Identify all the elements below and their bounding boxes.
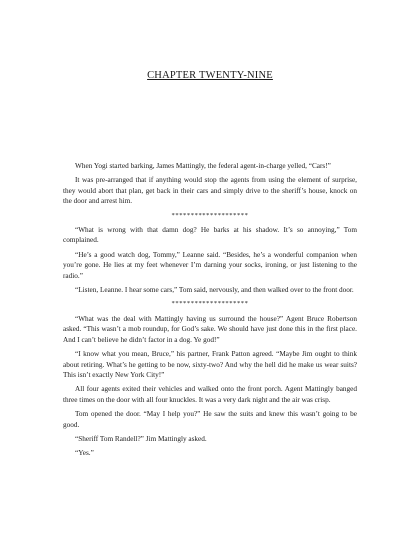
- paragraph: “He’s a good watch dog, Tommy,” Leanne said. “Besides, he’s a wonderful companion when you’re gone. He lies at my feet whenever I’m darning your socks, ironing, or just listening to the radio.”: [63, 250, 357, 280]
- paragraph: When Yogi started barking, James Mattingly, the federal agent-in-charge yelled, “Cars!”: [75, 162, 331, 170]
- paragraph: Tom opened the door. “May I help you?” He saw the suits and knew this wasn’t going to be good.: [63, 410, 357, 429]
- paragraph: “Listen, Leanne. I hear some cars,” Tom said, nervously, and then walked over to the front door.: [75, 286, 354, 295]
- chapter-body: [63, 161, 357, 463]
- section-separator: ********************: [171, 300, 249, 308]
- paragraph: “What was the deal with Mattingly having us surround the house?” Agent Bruce Robertson asked. “This wasn’t a mob roundup, for God’s sake. We should have just done this in the first place. And I can’t believe he didn’t factor in a dog. Ye god!”: [63, 314, 357, 344]
- paragraph: All four agents exited their vehicles and walked onto the front porch. Agent Mattingly banged three times on the door with all four knuckles. It was a very dark night and the air was crisp.: [63, 385, 357, 404]
- chapter-title: CHAPTER TWENTY-NINE: [147, 70, 273, 81]
- paragraph: “Yes.”: [75, 449, 94, 458]
- paragraph: “I know what you mean, Bruce,” his partner, Frank Patton agreed. “Maybe Jim ought to think about retiring. What’s he getting to be now, sixty-two? And why the hell did he make us wear suits? This isn’t exactly New York City!”: [63, 350, 357, 379]
- section-separator: ********************: [171, 211, 249, 219]
- paragraph: It was pre-arranged that if anything would stop the agents from using the element of surprise, they would abort that plan, get back in their cars and simply drive to the sheriff’s house, knock on the door and arrest him.: [63, 176, 357, 206]
- paragraph: “Sheriff Tom Randell?” Jim Mattingly asked.: [75, 434, 207, 443]
- paragraph: “What is wrong with that damn dog? He barks at his shadow. It’s so annoying,” Tom complained.: [63, 226, 357, 245]
